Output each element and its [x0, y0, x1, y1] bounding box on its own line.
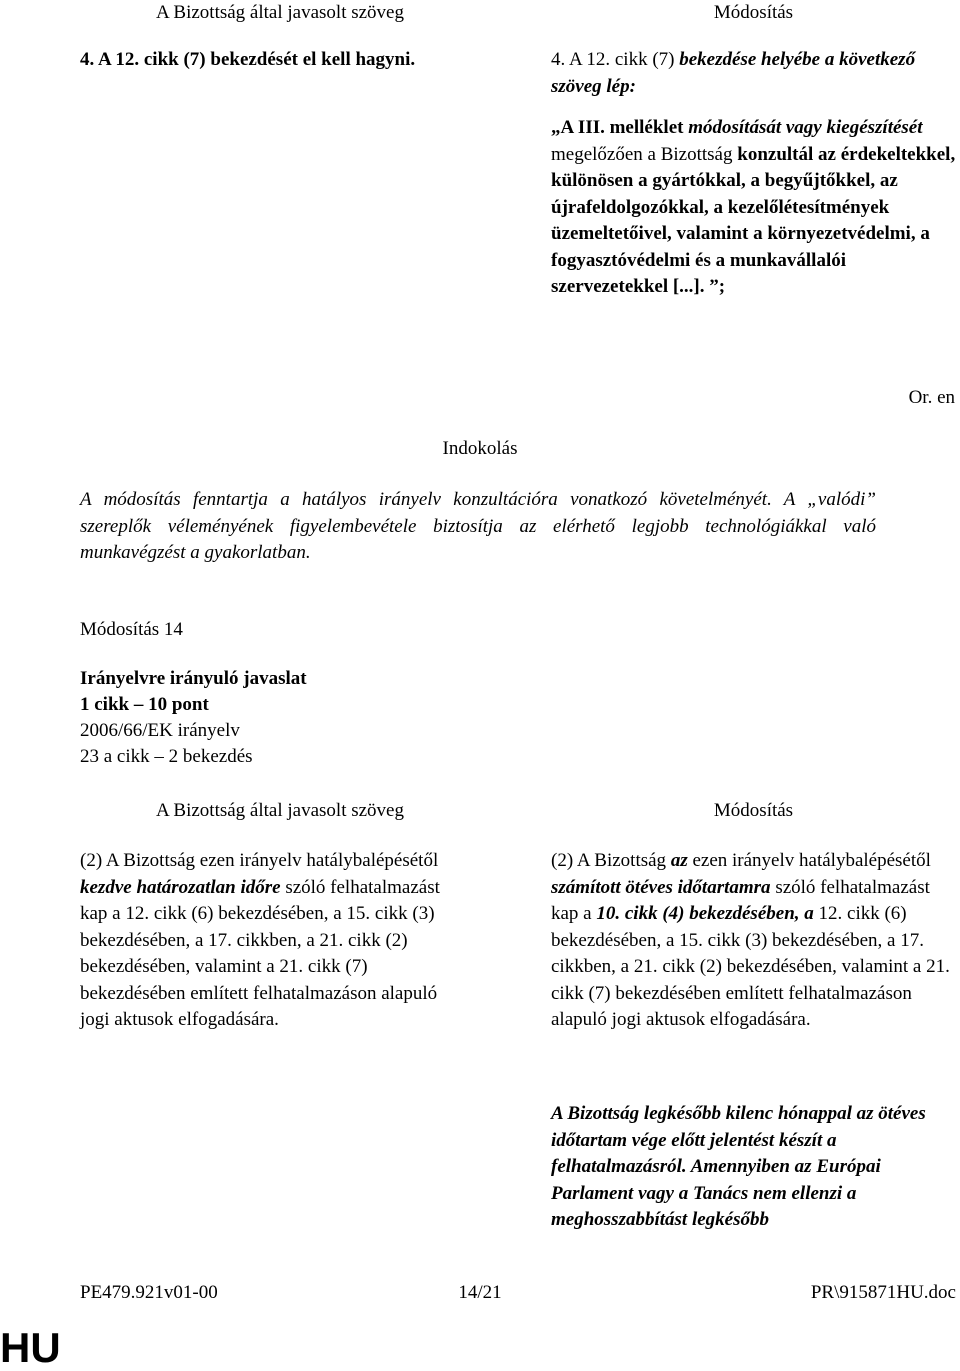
- second-right-d: számított ötéves időtartamra: [551, 876, 771, 898]
- right-p1-normal: 4. A 12. cikk (7): [551, 49, 680, 70]
- footer-document-id: PE479.921v01-00: [80, 1282, 218, 1303]
- column-header-amendment-2: Módosítás: [713, 800, 794, 821]
- left-cell-text-span: 4. A 12. cikk (7) bekezdését el kell hagyni.: [80, 49, 416, 70]
- second-right-f: 10. cikk (4) bekezdésében, a: [596, 903, 814, 924]
- left-cell-text: [80, 47, 480, 74]
- amendment-directive: 2006/66/EK irányelv: [80, 720, 240, 741]
- second-right-cell-paragraph-1: [551, 848, 956, 1034]
- right-p2-c: módosítását vagy kiegészítését: [688, 117, 923, 138]
- right-p2-b: melléklet: [609, 117, 689, 138]
- original-language-label: Or. en: [908, 387, 955, 408]
- right-cell-paragraph-2: [551, 115, 956, 301]
- second-left-a: (2) A Bizottság ezen irányelv hatálybalépésétől: [80, 850, 439, 871]
- second-right-c: ezen irányelv hatálybalépésétől: [687, 850, 931, 871]
- second-left-b: kezdve határozatlan időre: [80, 876, 281, 898]
- footer-page-number: 14/21: [458, 1282, 502, 1303]
- language-code: HU: [0, 1324, 61, 1371]
- right-p2-a: „A III.: [551, 117, 610, 138]
- second-right-cell-paragraph-2: A Bizottság legkésőbb kilenc hónappal az ötéves időtartam vége előtt jelentést készít a felhatalmazásról. Amennyiben az Európai Parlament vagy a Tanács nem ellenzi a meghosszabbítást legkésőbb: [551, 1103, 926, 1230]
- second-right-a: (2) A Bizottság: [551, 850, 671, 871]
- column-header-commission-text: A Bizottság által javasolt szöveg: [155, 2, 404, 23]
- column-header-commission-text-2: A Bizottság által javasolt szöveg: [155, 800, 404, 821]
- footer-file-name: PR\915871HU.doc: [810, 1282, 956, 1303]
- second-left-cell: [80, 848, 455, 1034]
- right-p1-bold-italic: bekezdése helyébe a következő szöveg lép:: [551, 49, 916, 97]
- right-cell: [551, 47, 956, 301]
- second-left-c: szóló felhatalmazást kap a 12. cikk (6) bekezdésében, a 15. cikk (3) bekezdésében, a 17. cikkben, a 21. cikk (2) bekezdésében, valamint a 21. cikk (7) bekezdésében említett felhatalmazáson alapuló jogi aktusok elfogadására.: [80, 876, 440, 1030]
- amendment-number: Módosítás 14: [80, 619, 183, 640]
- second-right-g: 12. cikk (6) bekezdésében, a 15. cikk (3) bekezdésében, a 17. cikkben, a 21. cikk (2) bekezdésében, valamint a 21. cikk (7) bekezdésében említett felhatalmazáson alapuló jogi aktusok elfogadására.: [551, 903, 950, 1030]
- second-right-e: szóló felhatalmazást kap a: [551, 876, 930, 924]
- amendment-proposal-title: Irányelvre irányuló javaslat: [80, 668, 307, 689]
- justification-heading: Indokolás: [442, 438, 518, 459]
- amendment-paragraph-ref: 23 a cikk – 2 bekezdés: [80, 746, 253, 767]
- amendment-article-point: 1 cikk – 10 pont: [80, 694, 209, 715]
- second-right-b: az: [670, 850, 688, 871]
- right-cell-paragraph-1: [551, 47, 956, 100]
- right-p2-e: konzultál az érdekeltekkel, különösen a gyártókkal, a begyűjtőkkel, az újrafeldolgozókkal, a kezelőlétesítmények üzemeltetőivel, valamint a környezetvédelmi, a fogyasztóvédelmi és a munkavállalói szervezetekkel [...]. ”;: [551, 143, 956, 297]
- column-header-amendment: Módosítás: [713, 2, 794, 23]
- justification-text: A módosítás fenntartja a hatályos irányelv konzultációra vonatkozó követelményét. A „valódi” szereplők véleményének figyelembevétele biztosítja az elérhető legjobb technológiákkal való munkavégzést a gyakorlatban.: [80, 489, 876, 563]
- right-p2-d: megelőzően a Bizottság: [551, 143, 738, 165]
